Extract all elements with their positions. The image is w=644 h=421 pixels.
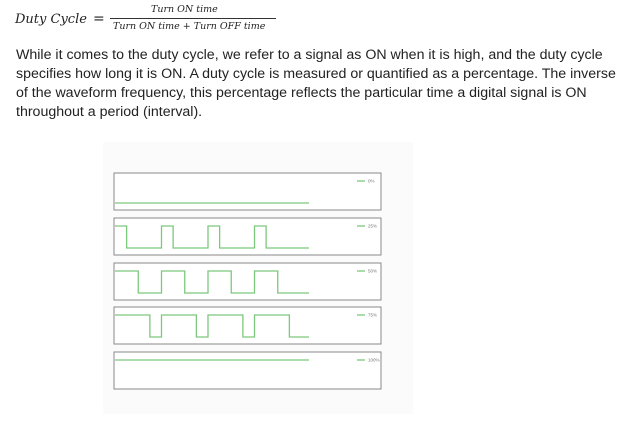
panel-frame — [114, 263, 381, 300]
legend-label: 0% — [368, 178, 375, 184]
legend-label: 75% — [368, 312, 378, 318]
waveform-panel-100pct — [114, 352, 381, 389]
waveform-panel-0pct — [114, 173, 381, 210]
formula-lhs: Duty Cycle — [15, 12, 87, 27]
formula-equals: = — [93, 11, 105, 27]
formula-numerator: Turn ON time — [151, 4, 218, 15]
panel-frame — [114, 307, 381, 344]
duty-cycle-waveform-figure — [103, 142, 413, 414]
duty-cycle-paragraph: While it comes to the duty cycle, we refer to a signal as ON when it is high, and the duty cycle specifies how long it is ON. A duty cycle is measured or quantified as a percentage. The inverse of the waveform frequency, this percentage reflects the particular time a digital signal is ON throughout a period (interval). — [16, 47, 616, 120]
legend-label: 50% — [368, 268, 378, 274]
fraction-bar — [110, 18, 276, 19]
legend-label: 100% — [368, 357, 380, 363]
waveform-panel-50pct — [114, 263, 381, 300]
formula-denominator: Turn ON time + Turn OFF time — [113, 21, 266, 32]
legend-label: 25% — [368, 223, 378, 229]
panel-frame — [114, 352, 381, 389]
waveform-panel-75pct — [114, 307, 381, 344]
panel-frame — [114, 218, 381, 255]
panel-frame — [114, 173, 381, 210]
waveform-panel-25pct — [114, 218, 381, 255]
